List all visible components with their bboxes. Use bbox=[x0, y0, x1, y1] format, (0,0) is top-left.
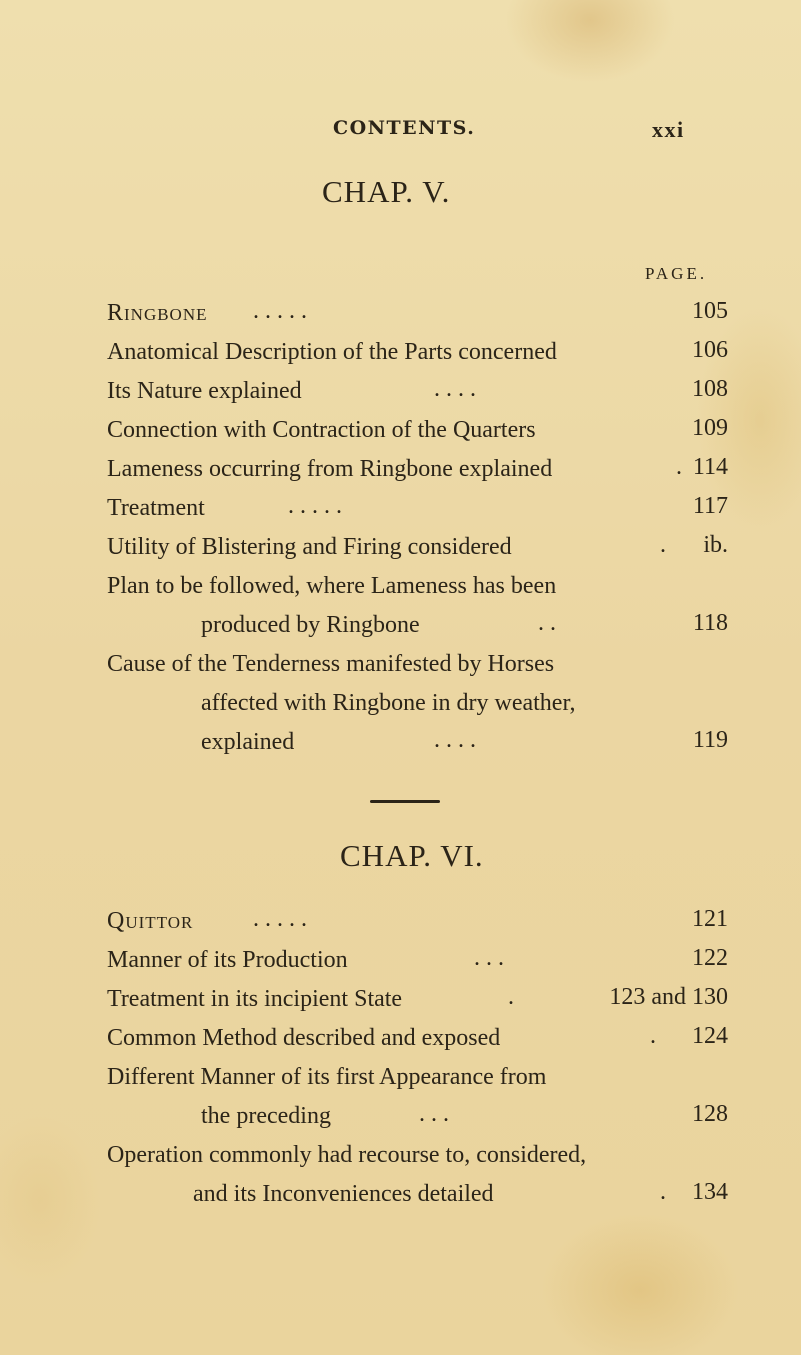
toc-page-number: 109 bbox=[692, 415, 728, 441]
toc-page-number: ib. bbox=[703, 532, 728, 558]
toc-page-number: 123 and 130 bbox=[609, 984, 728, 1010]
toc-page-number: 121 bbox=[692, 906, 728, 932]
section-divider bbox=[370, 800, 440, 803]
toc-entry-title: Quittor bbox=[107, 908, 194, 934]
toc-leader-dots: . . . bbox=[419, 1101, 449, 1127]
toc-page-number: 128 bbox=[692, 1101, 728, 1127]
page-column-label: PAGE. bbox=[645, 264, 708, 283]
toc-leader-dots: . bbox=[676, 454, 682, 480]
toc-leader-dots: . . . . bbox=[434, 727, 476, 753]
chapter-5-heading: CHAP. V. bbox=[322, 174, 451, 209]
running-title: CONTENTS. bbox=[333, 117, 476, 139]
toc-leader-dots: . . . . . bbox=[288, 493, 342, 519]
toc-page-number: 118 bbox=[692, 610, 728, 636]
toc-leader-dots: . bbox=[650, 1023, 656, 1049]
toc-entry-title: Its Nature explained bbox=[107, 378, 302, 404]
toc-entry-title: Lameness occurring from Ringbone explained bbox=[107, 456, 553, 482]
toc-entry-title: Treatment bbox=[107, 495, 205, 521]
toc-page-number: 117 bbox=[692, 493, 728, 519]
toc-leader-dots: . . . . . bbox=[253, 906, 307, 932]
toc-leader-dots: . bbox=[508, 984, 514, 1010]
toc-entry-continuation: the preceding bbox=[201, 1103, 331, 1129]
toc-entry-title: Manner of its Production bbox=[107, 947, 348, 973]
chapter-6-heading: CHAP. VI. bbox=[340, 838, 484, 873]
toc-page-number: 114 bbox=[692, 454, 728, 480]
toc-entry-continuation: affected with Ringbone in dry weather, bbox=[201, 690, 576, 716]
toc-leader-dots: . bbox=[660, 532, 666, 558]
toc-entry-title: Operation commonly had recourse to, considered, bbox=[107, 1142, 587, 1168]
toc-entry-title: Utility of Blistering and Firing considered bbox=[107, 534, 512, 560]
toc-leader-dots: . bbox=[660, 1179, 666, 1205]
toc-entry-title: Common Method described and exposed bbox=[107, 1025, 501, 1051]
toc-leader-dots: . . . bbox=[474, 945, 504, 971]
toc-page-number: 124 bbox=[692, 1023, 728, 1049]
toc-leader-dots: . . . . bbox=[434, 376, 476, 402]
toc-page-number: 119 bbox=[692, 727, 728, 753]
toc-page-number: 108 bbox=[692, 376, 728, 402]
toc-page-number: 105 bbox=[692, 298, 728, 324]
toc-leader-dots: . . bbox=[538, 610, 556, 636]
toc-page-number: 106 bbox=[692, 337, 728, 363]
toc-page-number: 122 bbox=[692, 945, 728, 971]
toc-entry-title: Different Manner of its first Appearance from bbox=[107, 1064, 547, 1090]
toc-entry-title: Treatment in its incipient State bbox=[107, 986, 403, 1012]
toc-entry-title: Cause of the Tenderness manifested by Horses bbox=[107, 651, 555, 677]
toc-entry-continuation: explained bbox=[201, 729, 295, 755]
toc-leader-dots: . . . . . bbox=[253, 298, 307, 324]
toc-page-number: 134 bbox=[692, 1179, 728, 1205]
toc-entry-continuation: produced by Ringbone bbox=[201, 612, 420, 638]
toc-entry-title: Connection with Contraction of the Quarters bbox=[107, 417, 536, 443]
toc-entry-title: Plan to be followed, where Lameness has been bbox=[107, 573, 557, 599]
toc-entry-title: Anatomical Description of the Parts concerned bbox=[107, 339, 557, 365]
page-numeral: xxi bbox=[652, 117, 685, 142]
toc-entry-title: Ringbone bbox=[107, 300, 208, 326]
toc-entry-continuation: and its Inconveniences detailed bbox=[193, 1181, 494, 1207]
